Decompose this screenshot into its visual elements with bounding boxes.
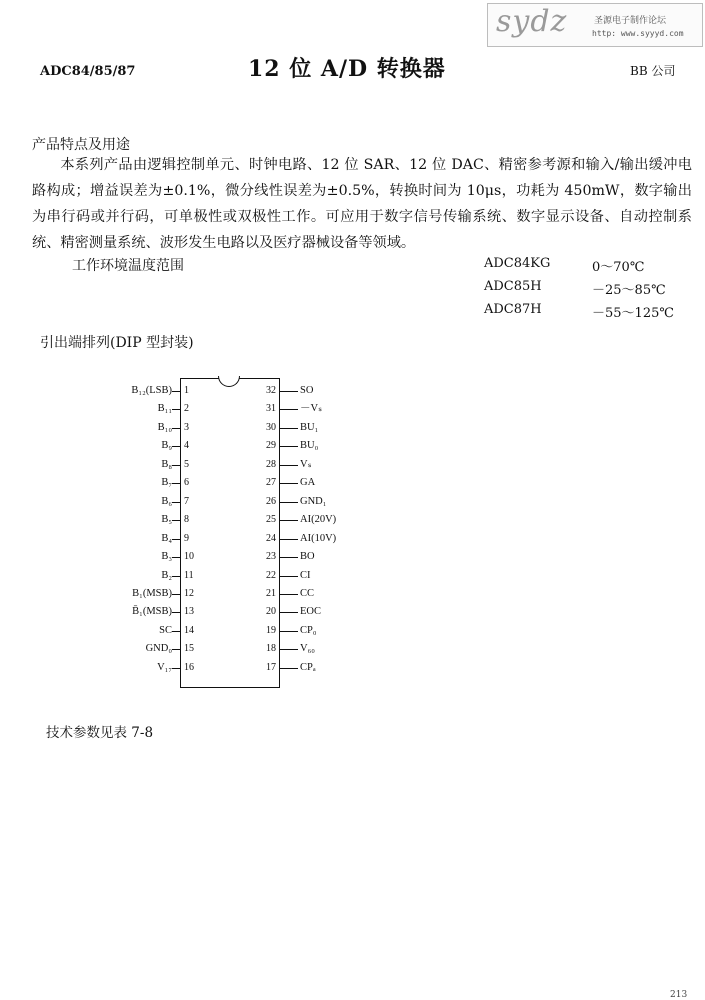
pin-number: 3 — [184, 421, 189, 433]
pin-number: 20 — [266, 606, 276, 618]
pin-label: V₆₀ — [300, 643, 315, 655]
pin-number: 19 — [266, 624, 276, 636]
pin-label: Vₛ — [300, 458, 312, 470]
pin-label: －Vₛ — [300, 403, 322, 415]
temperature-label: 工作环境温度范围 — [72, 258, 184, 274]
pin-label: CC — [300, 587, 315, 599]
pin-label: B₉ — [161, 440, 172, 452]
pin-label: B₁₁ — [157, 403, 172, 415]
pin-number: 6 — [184, 477, 189, 489]
features-paragraph: 本系列产品由逻辑控制单元、时钟电路、12 位 SAR、12 位 DAC、精密参考源和输入/输出缓冲电路构成；增益误差为±0.1%，微分线性误差为±0.5%，转换时间为 10μs，功耗为 450mW，数字输出为串行码或并行码，可单极性或双极性工作。可应用于数字信号传输系统、数字显示设备、自动控制系统、精密测量系统、波形发生电路以及医疗器械设备等领域。 — [32, 157, 692, 251]
page-title: 12 位 A/D 转换器 — [248, 56, 446, 82]
temperature-range: －25～85℃ — [592, 283, 666, 298]
pin-number: 7 — [184, 495, 189, 507]
pin-right — [0, 402, 705, 416]
pin-label: BU₀ — [300, 440, 319, 452]
pin-number: 15 — [184, 643, 194, 655]
temperature-model: ADC87H — [484, 302, 542, 317]
temperature-range: －55～125℃ — [592, 306, 674, 321]
pin-right — [0, 642, 705, 656]
pin-number: 32 — [266, 385, 276, 396]
pin-right — [0, 605, 705, 619]
pin-right — [0, 513, 705, 527]
pin-number: 29 — [266, 440, 276, 452]
pin-right — [0, 439, 705, 453]
pin-lead — [280, 483, 298, 484]
pin-label: CI — [300, 569, 311, 581]
pin-label: SC — [159, 624, 172, 636]
model-number: ADC84/85/87 — [40, 64, 136, 79]
pin-number: 13 — [184, 606, 194, 618]
pin-number: 11 — [184, 569, 194, 581]
pin-label: BO — [300, 551, 315, 563]
page-number: 213 — [670, 990, 688, 1000]
pin-right — [0, 458, 705, 472]
pin-lead — [280, 502, 298, 503]
pin-number: 10 — [184, 551, 194, 563]
pin-lead — [280, 594, 298, 595]
pin-lead — [280, 631, 298, 632]
pin-lead — [280, 446, 298, 447]
pin-right — [0, 550, 705, 564]
pinout-heading: 引出端排列(DIP 型封装) — [40, 335, 194, 351]
pin-label: AI(10V) — [300, 532, 337, 544]
pin-lead — [280, 428, 298, 429]
pin-label: B₁₀ — [157, 421, 172, 433]
pin-label: B₈ — [161, 458, 172, 470]
temperature-range: 0～70℃ — [592, 260, 645, 275]
pin-label: B₁₂(LSB) — [131, 385, 172, 396]
pin-lead — [280, 391, 298, 392]
pin-label: B̄₁(MSB) — [132, 606, 172, 618]
pin-number: 21 — [266, 587, 276, 599]
pin-number: 24 — [266, 532, 276, 544]
pin-number: 1 — [184, 385, 189, 396]
pin-right — [0, 495, 705, 509]
pin-number: 12 — [184, 587, 194, 599]
temperature-model: ADC85H — [484, 279, 542, 294]
pin-right — [0, 661, 705, 675]
pin-lead — [280, 668, 298, 669]
pin-right — [0, 532, 705, 546]
pin-number: 5 — [184, 458, 189, 470]
pin-right — [0, 421, 705, 435]
pin-number: 27 — [266, 477, 276, 489]
pin-number: 23 — [266, 551, 276, 563]
pin-lead — [280, 539, 298, 540]
pin-label: GND₁ — [300, 495, 327, 507]
watermark-stamp — [487, 3, 703, 47]
pin-lead — [280, 520, 298, 521]
pin-label: B₂ — [161, 569, 172, 581]
pin-number: 18 — [266, 643, 276, 655]
pin-right — [0, 384, 705, 398]
watermark-logo: sydz — [496, 4, 568, 39]
pin-label: SO — [300, 385, 314, 396]
pin-label: B₆ — [161, 495, 172, 507]
pin-lead — [280, 465, 298, 466]
features-heading: 产品特点及用途 — [32, 137, 130, 153]
pin-number: 4 — [184, 440, 189, 452]
pin-number: 25 — [266, 514, 276, 526]
pin-label: B₇ — [161, 477, 172, 489]
pin-lead — [280, 409, 298, 410]
temperature-model: ADC84KG — [484, 256, 551, 271]
pin-number: 26 — [266, 495, 276, 507]
pin-label: CPₐ — [300, 661, 316, 673]
pin-right — [0, 476, 705, 490]
pin-number: 14 — [184, 624, 194, 636]
pin-label: V₁₇ — [157, 661, 172, 673]
watermark-url: http: www.syyyd.com — [592, 29, 684, 38]
pin-label: CP₀ — [300, 624, 317, 636]
pin-label: BU₁ — [300, 421, 319, 433]
pin-number: 28 — [266, 458, 276, 470]
manufacturer: BB 公司 — [630, 64, 676, 78]
pin-right — [0, 587, 705, 601]
pin-number: 17 — [266, 661, 276, 673]
pin-label: B₄ — [161, 532, 172, 544]
spec-reference-note: 技术参数见表 7-8 — [46, 725, 154, 741]
pin-number: 9 — [184, 532, 189, 544]
pin-label: B₁(MSB) — [132, 587, 172, 599]
pin-number: 16 — [184, 661, 194, 673]
pin-number: 22 — [266, 569, 276, 581]
pin-lead — [280, 576, 298, 577]
pin-label: EOC — [300, 606, 321, 618]
pin-number: 8 — [184, 514, 189, 526]
pin-label: B₅ — [161, 514, 172, 526]
pin-label: B₃ — [161, 551, 172, 563]
pin-right — [0, 624, 705, 638]
pin-lead — [280, 557, 298, 558]
pin-number: 30 — [266, 421, 276, 433]
pin-label: GA — [300, 477, 316, 489]
pin-number: 2 — [184, 403, 189, 415]
pin-right — [0, 569, 705, 583]
pin-lead — [280, 649, 298, 650]
pin-label: AI(20V) — [300, 514, 337, 526]
watermark-site-name: 圣源电子制作论坛 — [594, 16, 667, 26]
pin-number: 31 — [266, 403, 276, 415]
pin-label: GND₀ — [145, 643, 172, 655]
pin-lead — [280, 612, 298, 613]
